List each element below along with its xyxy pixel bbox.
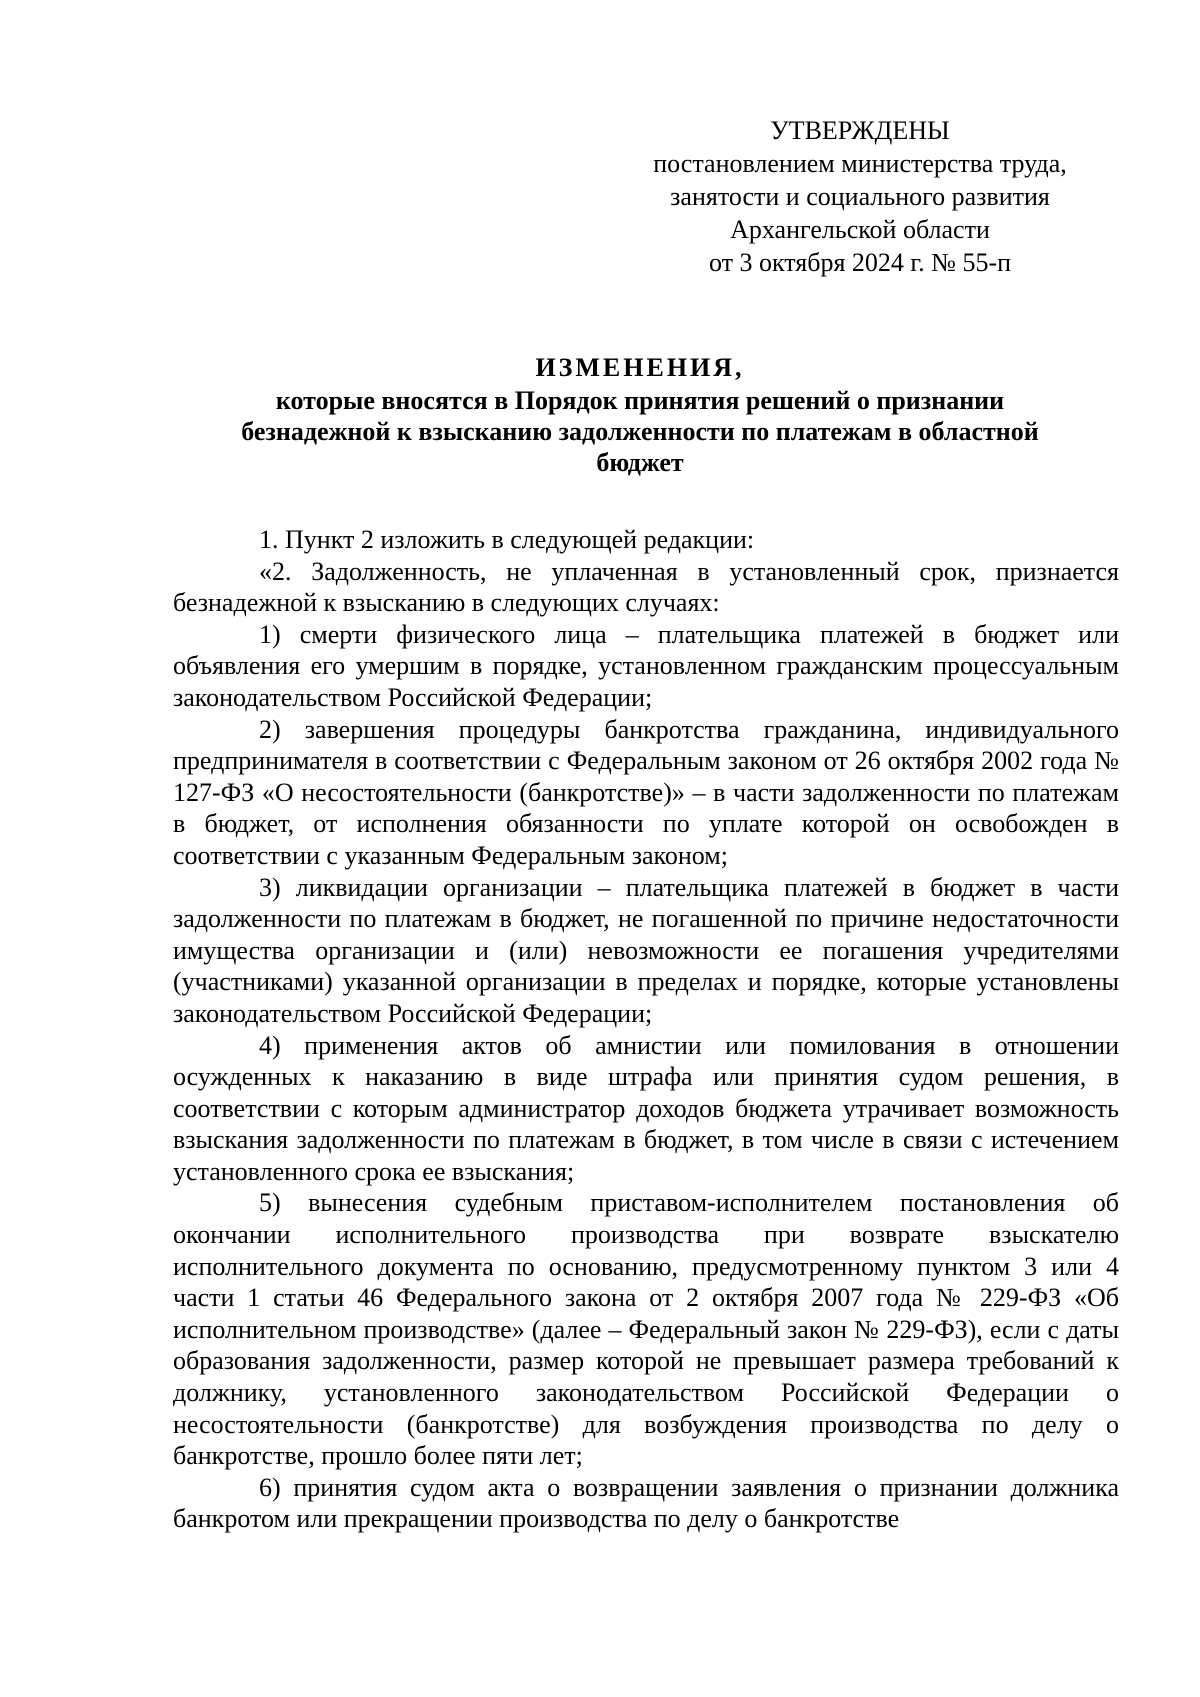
paragraph: «2. Задолженность, не уплаченная в установленный срок, признается безнадежной к взысканию в следующих случаях: xyxy=(173,556,1119,618)
approval-date: от 3 октября 2024 г. № 55-п xyxy=(708,248,1012,277)
paragraph: 1. Пункт 2 изложить в следующей редакции: xyxy=(259,525,755,554)
title-line: безнадежной к взысканию задолженности по платежам в областной xyxy=(241,417,1039,446)
approval-line: занятости и социального развития xyxy=(670,182,1050,211)
paragraph: 4) применения актов об амнистии или помилования в отношении осужденных к наказанию в виде штрафа или принятия судом решения, в соответствии с которым администратор доходов бюджета утрачивает возможность взыскания задолженности по платежам в бюджет, в том числе в связи с истечением установленного срока ее взыскания; xyxy=(173,1030,1119,1186)
approval-line: постановлением министерства труда, xyxy=(653,149,1067,178)
document-title xyxy=(160,352,1120,478)
approval-line: Архангельской области xyxy=(730,215,990,244)
paragraph: 3) ликвидации организации – плательщика платежей в бюджет в части задолженности по платежам в бюджет, не погашенной по причине недостаточности имущества организации и (или) невозможности ее погашения учредителями (участниками) указанной организации в пределах и порядке, которые установлены законодательством Российской Федерации; xyxy=(173,872,1119,1028)
paragraph: 6) принятия судом акта о возвращении заявления о признании должника банкротом или прекращении производства по делу о банкротстве xyxy=(173,1472,1119,1534)
approval-stamp xyxy=(600,114,1120,279)
title-heading: ИЗМЕНЕНИЯ, xyxy=(535,353,745,382)
title-line: которые вносятся в Порядок принятия решений о признании xyxy=(275,386,1005,415)
document-body xyxy=(173,524,1119,1535)
approval-label: УТВЕРЖДЕНЫ xyxy=(770,116,950,145)
paragraph: 5) вынесения судебным приставом-исполнителем постановления об окончании исполнительного производства при возврате взыскателю исполнительного документа по основанию, предусмотренному пунктом 3 или 4 части 1 статьи 46 Федерального закона от 2 октября 2007 года № 229-ФЗ «Об исполнительном производстве» (далее – Федеральный закон № 229-ФЗ), если с даты образования задолженности, размер которой не превышает размера требований к должнику, установленного законодательством Российской Федерации о несостоятельности (банкротстве) для возбуждения производства по делу о банкротстве, прошло более пяти лет; xyxy=(173,1188,1119,1471)
paragraph: 1) смерти физического лица – плательщика платежей в бюджет или объявления его умершим в порядке, установленном гражданским процессуальным законодательством Российской Федерации; xyxy=(173,619,1119,712)
paragraph: 2) завершения процедуры банкротства гражданина, индивидуального предпринимателя в соответствии с Федеральным законом от 26 октября 2002 года № 127-ФЗ «О несостоятельности (банкротстве)» – в части задолженности по платежам в бюджет, от исполнения обязанности по уплате которой он освобожден в соответствии с указанным Федеральным законом; xyxy=(173,714,1119,870)
title-line: бюджет xyxy=(596,448,684,477)
